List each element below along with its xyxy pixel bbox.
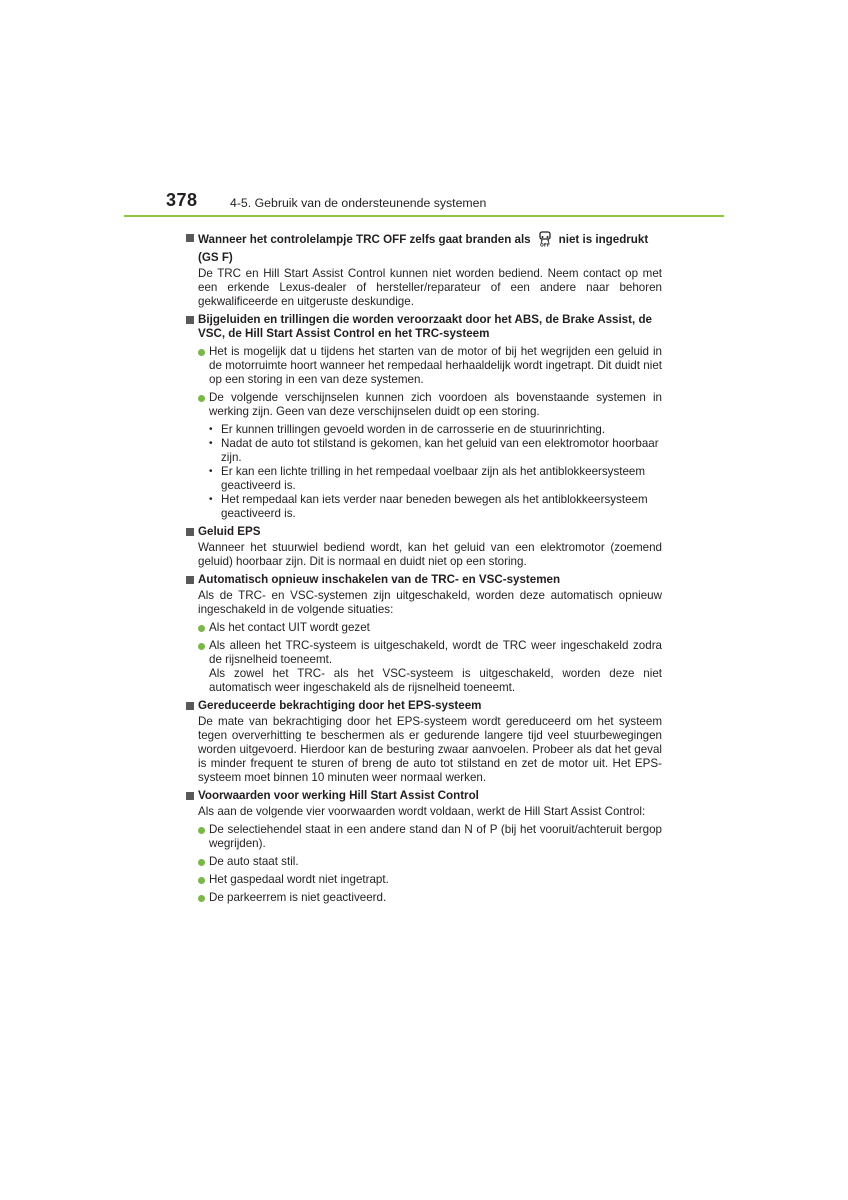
svg-text:OFF: OFF	[539, 243, 550, 247]
paragraph: Wanneer het stuurwiel bediend wordt, kan het geluid van een elektromotor (zoemend geluid) hoorbaar zijn. Dit is normaal en duidt niet op een storing.	[198, 541, 662, 568]
list-item-text: Als alleen het TRC-systeem is uitgeschakeld, wordt de TRC weer ingeschakeld zodra de rijsnelheid toeneemt.	[209, 639, 662, 666]
sub-list-item	[209, 493, 662, 521]
page-number: 378	[166, 190, 198, 210]
square-bullet-icon	[186, 528, 194, 536]
round-bullet-icon	[198, 827, 205, 834]
round-bullet-icon	[198, 643, 205, 650]
section-trc-off-indicator	[186, 231, 662, 309]
round-bullet-icon	[198, 395, 205, 402]
list-item-continuation: Als zowel het TRC- als het VSC-systeem is uitgeschakeld, worden deze niet automatisch weer ingeschakeld als de rijsnelheid toeneemt.	[209, 667, 662, 694]
section-heading	[186, 313, 662, 341]
square-bullet-icon	[186, 792, 194, 800]
section-reduced-assist	[186, 699, 662, 785]
list-item	[198, 391, 662, 419]
heading-text: Wanneer het controlelampje TRC OFF zelfs gaat branden als	[198, 233, 531, 246]
heading-text: Automatisch opnieuw inschakelen van de TRC- en VSC-systemen	[198, 573, 561, 586]
section-heading	[186, 573, 662, 587]
square-bullet-icon	[186, 702, 194, 710]
heading-text: Voorwaarden voor werking Hill Start Assist Control	[198, 789, 479, 802]
heading-text: Bijgeluiden en trillingen die worden veroorzaakt door het ABS, de Brake Assist, de VSC, de Hill Start Assist Control en het TRC-systeem	[198, 313, 652, 340]
list-item-text: De parkeerrem is niet geactiveerd.	[209, 891, 387, 904]
paragraph: De TRC en Hill Start Assist Control kunnen niet worden bediend. Neem contact op met een erkende Lexus-dealer of hersteller/reparateur of een andere naar behoren gekwalificeerde en uitgeruste deskundige.	[198, 267, 662, 308]
list-item	[198, 891, 662, 905]
small-bullet-icon: •	[209, 494, 213, 505]
section-heading	[186, 789, 662, 803]
sub-list-item	[209, 423, 662, 437]
sub-list-item	[209, 437, 662, 465]
section-noise-vibration	[186, 313, 662, 521]
list-item	[198, 855, 662, 869]
heading-text: Geluid EPS	[198, 525, 261, 538]
round-bullet-icon	[198, 895, 205, 902]
header-divider	[124, 215, 724, 217]
sub-list-item-text: Het rempedaal kan iets verder naar beneden bewegen als het antiblokkeersysteem geactiveerd is.	[221, 493, 648, 520]
section-heading	[186, 699, 662, 713]
list-item-text: Als het contact UIT wordt gezet	[209, 621, 370, 634]
trc-off-icon	[537, 231, 553, 251]
list-item-text: De auto staat stil.	[209, 855, 299, 868]
heading-text: (GS F)	[198, 251, 233, 264]
list-item	[198, 823, 662, 851]
heading-text: Gereduceerde bekrachtiging door het EPS-systeem	[198, 699, 482, 712]
sub-list-item-text: Nadat de auto tot stilstand is gekomen, kan het geluid van een elektromotor hoorbaar zijn.	[221, 437, 659, 464]
small-bullet-icon: •	[209, 438, 213, 449]
list-item-text: Het gaspedaal wordt niet ingetrapt.	[209, 873, 389, 886]
section-eps-sound	[186, 525, 662, 569]
small-bullet-icon: •	[209, 424, 213, 435]
sub-list-item	[209, 465, 662, 493]
list-item-text: De volgende verschijnselen kunnen zich voordoen als bovenstaande systemen in werking zijn. Geen van deze verschijnselen duidt op een storing.	[209, 391, 662, 418]
section-hill-start-conditions	[186, 789, 662, 905]
section-heading	[186, 525, 662, 539]
section-heading	[186, 231, 662, 265]
sub-list-item-text: Er kan een lichte trilling in het rempedaal voelbaar zijn als het antiblokkeersysteem geactiveerd is.	[221, 465, 646, 492]
list-item-text: De selectiehendel staat in een andere stand dan N of P (bij het vooruit/achteruit bergop wegrijden).	[209, 823, 662, 850]
paragraph: Als aan de volgende vier voorwaarden wordt voldaan, werkt de Hill Start Assist Control:	[198, 805, 646, 818]
list-item	[198, 639, 662, 695]
paragraph: Als de TRC- en VSC-systemen zijn uitgeschakeld, worden deze automatisch opnieuw ingeschakeld in de volgende situaties:	[198, 589, 662, 616]
list-item	[198, 873, 662, 887]
page-content	[186, 231, 662, 909]
paragraph: De mate van bekrachtiging door het EPS-systeem wordt gereduceerd om het systeem tegen oververhitting te beschermen als er gedurende langere tijd veel stuurbewegingen worden uitgevoerd. Hierdoor kan de besturing zwaar aanvoelen. Probeer als dat het geval is minder frequent te sturen of breng de auto tot stilstand en zet de motor uit. Het EPS-systeem moet binnen 10 minuten weer normaal werken.	[198, 715, 662, 784]
square-bullet-icon	[186, 576, 194, 584]
heading-text: niet is ingedrukt	[558, 233, 649, 246]
section-title: 4-5. Gebruik van de ondersteunende systemen	[230, 196, 487, 210]
square-bullet-icon	[186, 316, 194, 324]
square-bullet-icon	[186, 234, 194, 242]
round-bullet-icon	[198, 859, 205, 866]
round-bullet-icon	[198, 625, 205, 632]
list-item	[198, 345, 662, 387]
round-bullet-icon	[198, 877, 205, 884]
sub-list-item-text: Er kunnen trillingen gevoeld worden in de carrosserie en de stuurinrichting.	[221, 423, 606, 436]
small-bullet-icon: •	[209, 466, 213, 477]
list-item	[198, 621, 662, 635]
round-bullet-icon	[198, 349, 205, 356]
list-item-text: Het is mogelijk dat u tijdens het starten van de motor of bij het wegrijden een geluid in de motorruimte hoort wanneer het rempedaal herhaaldelijk wordt ingetrapt. Dit duidt niet op een storing in een van deze systemen.	[209, 345, 662, 386]
section-auto-reactivation	[186, 573, 662, 695]
